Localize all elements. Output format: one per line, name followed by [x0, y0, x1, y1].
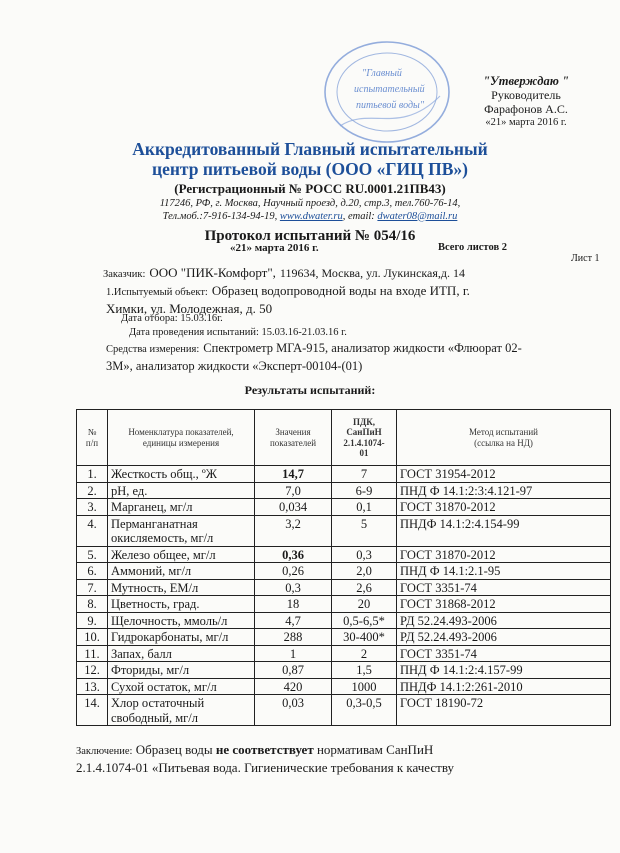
sampling-value: 15.03.16г.: [180, 313, 223, 324]
row-pdk: 30-400*: [332, 629, 397, 646]
row-pdk: 0,5-6,5*: [332, 612, 397, 629]
row-value: 0,034: [255, 499, 332, 516]
approval-name: Фарафонов А.С.: [484, 102, 568, 116]
table-row: [77, 579, 611, 596]
row-indicator-name: Марганец, мг/л: [108, 499, 255, 516]
row-method: ГОСТ 31954-2012: [397, 466, 611, 483]
row-indicator-name: Сухой остаток, мг/л: [108, 678, 255, 695]
stamp-text-mid: испытательный: [354, 84, 425, 95]
row-pdk: 6-9: [332, 482, 397, 499]
instruments-block: [106, 340, 616, 374]
stamp-text-bot: питьевой воды": [356, 100, 425, 111]
row-indicator-name: Аммоний, мг/л: [108, 563, 255, 580]
testing-line: [129, 327, 347, 338]
row-pdk: 1,5: [332, 662, 397, 679]
table-row: [77, 612, 611, 629]
testing-value: 15.03.16-21.03.16 г.: [261, 327, 347, 338]
row-method: РД 52.24.493-2006: [397, 629, 611, 646]
address-line: 117246, РФ, г. Москва, Научный проезд, д.20, стр.3, тел.760-76-14,: [159, 198, 461, 209]
instruments-label: Средства измерения:: [106, 344, 200, 355]
row-value: 3,2: [255, 515, 332, 546]
table-row: [77, 563, 611, 580]
customer-value: ООО "ПИК-Комфорт",: [149, 265, 276, 280]
row-method: ГОСТ 31870-2012: [397, 499, 611, 516]
row-number: 3.: [77, 499, 108, 516]
table-row: [77, 546, 611, 563]
row-indicator-name: pH, ед.: [108, 482, 255, 499]
conclusion-text-1: Образец воды: [135, 742, 213, 757]
row-number: 8.: [77, 596, 108, 613]
row-method: ГОСТ 31870-2012: [397, 546, 611, 563]
row-value: 7,0: [255, 482, 332, 499]
organization-name: [0, 139, 620, 179]
email-link[interactable]: dwater08@mail.ru: [377, 210, 458, 222]
object-block: [106, 283, 616, 317]
table-row: [77, 596, 611, 613]
conclusion-line-2: 2.1.4.1074-01 «Питьевая вода. Гигиенические требования к качеству: [76, 760, 455, 775]
object-value-2: Химки, ул. Молодежная, д. 50: [106, 301, 273, 316]
row-indicator-name: Мутность, ЕМ/л: [108, 579, 255, 596]
customer-address: 119634, Москва, ул. Лукинская,д. 14: [279, 266, 466, 280]
row-indicator-name: Фториды, мг/л: [108, 662, 255, 679]
contacts-line: [0, 211, 620, 224]
sheet-number: Лист 1: [571, 253, 600, 264]
row-method: ГОСТ 3351-74: [397, 579, 611, 596]
conclusion-text-2: нормативам СанПиН: [316, 742, 434, 757]
results-table: [76, 409, 611, 726]
sheets-total: Всего листов 2: [438, 242, 507, 253]
org-line-2: центр питьевой воды (ООО «ГИЦ ПВ»): [151, 159, 469, 179]
table-row: [77, 482, 611, 499]
results-title: Результаты испытаний:: [244, 383, 376, 397]
row-method: РД 52.24.493-2006: [397, 612, 611, 629]
row-method: ГОСТ 31868-2012: [397, 596, 611, 613]
row-value: 420: [255, 678, 332, 695]
email-prefix: , email:: [342, 210, 375, 222]
approval-role: Руководитель: [491, 88, 561, 102]
object-value-1: Образец водопроводной воды на входе ИТП, г.: [211, 283, 470, 298]
sampling-line: [121, 313, 223, 324]
row-value: 0,26: [255, 563, 332, 580]
approval-block: [440, 74, 612, 130]
row-pdk: 2,0: [332, 563, 397, 580]
row-pdk: 20: [332, 596, 397, 613]
row-number: 13.: [77, 678, 108, 695]
row-value: 14,7: [255, 466, 332, 483]
row-method: ПНД Ф 14.1:2.1-95: [397, 563, 611, 580]
row-pdk: 5: [332, 515, 397, 546]
table-row: [77, 466, 611, 483]
row-indicator-name: Щелочность, ммоль/л: [108, 612, 255, 629]
header-method: Метод испытаний (ссылка на НД): [397, 410, 611, 466]
row-indicator-name: Жесткость общ., ºЖ: [108, 466, 255, 483]
row-pdk: 0,3: [332, 546, 397, 563]
row-value: 1: [255, 645, 332, 662]
row-number: 7.: [77, 579, 108, 596]
instruments-value-2: 3М», анализатор жидкости «Эксперт-00104-(01): [106, 359, 363, 373]
header-pdk: ПДК, СанПиН 2.1.4.1074- 01: [332, 410, 397, 466]
approval-title: "Утверждаю ": [483, 74, 569, 88]
table-row: [77, 515, 611, 546]
testing-label: Дата проведения испытаний:: [129, 327, 259, 338]
customer-line: [103, 265, 465, 283]
table-row: [77, 662, 611, 679]
row-value: 18: [255, 596, 332, 613]
row-pdk: 0,3-0,5: [332, 695, 397, 726]
row-pdk: 7: [332, 466, 397, 483]
row-value: 288: [255, 629, 332, 646]
address-block: [0, 198, 620, 223]
table-header-row: [77, 410, 611, 466]
row-number: 14.: [77, 695, 108, 726]
row-number: 2.: [77, 482, 108, 499]
row-number: 5.: [77, 546, 108, 563]
instruments-value-1: Спектрометр МГА-915, анализатор жидкости «Флюорат 02-: [203, 341, 522, 355]
stamp-text-top: "Главный: [362, 68, 402, 79]
row-method: ПНД Ф 14.1:2:3:4.121-97: [397, 482, 611, 499]
row-method: ПНДФ 14.1:2:4.154-99: [397, 515, 611, 546]
table-row: [77, 629, 611, 646]
row-indicator-name: Гидрокарбонаты, мг/л: [108, 629, 255, 646]
row-indicator-name: Хлор остаточный свободный, мг/л: [108, 695, 255, 726]
row-value: 0,87: [255, 662, 332, 679]
row-pdk: 1000: [332, 678, 397, 695]
approval-date: «21» марта 2016 г.: [485, 117, 567, 128]
table-row: [77, 499, 611, 516]
official-stamp: [320, 36, 455, 148]
header-num: № п/п: [77, 410, 108, 466]
row-method: ПНД Ф 14.1:2:4.157-99: [397, 662, 611, 679]
row-pdk: 0,1: [332, 499, 397, 516]
website-link[interactable]: www.dwater.ru: [279, 210, 343, 222]
object-label: 1.Испытуемый объект:: [106, 287, 208, 298]
row-indicator-name: Запах, балл: [108, 645, 255, 662]
table-row: [77, 695, 611, 726]
protocol-title: Протокол испытаний № 054/16: [204, 228, 416, 244]
row-value: 0,03: [255, 695, 332, 726]
protocol-date: «21» марта 2016 г.: [230, 242, 319, 254]
row-method: ГОСТ 3351-74: [397, 645, 611, 662]
customer-label: Заказчик:: [103, 269, 146, 280]
table-row: [77, 645, 611, 662]
conclusion-label: Заключение:: [76, 746, 133, 757]
row-number: 11.: [77, 645, 108, 662]
row-method: ГОСТ 18190-72: [397, 695, 611, 726]
conclusion-emphasis: не соответствует: [215, 742, 314, 757]
header-name: Номенклатура показателей, единицы измерения: [108, 410, 255, 466]
row-value: 0,36: [255, 546, 332, 563]
row-number: 1.: [77, 466, 108, 483]
row-indicator-name: Перманганатная окисляемость, мг/л: [108, 515, 255, 546]
org-line-1: Аккредитованный Главный испытательный: [132, 139, 488, 159]
phone-mobile: Тел.моб.:7-916-134-94-19,: [162, 210, 278, 222]
row-pdk: 2,6: [332, 579, 397, 596]
row-number: 6.: [77, 563, 108, 580]
row-value: 0,3: [255, 579, 332, 596]
row-pdk: 2: [332, 645, 397, 662]
row-indicator-name: Железо общее, мг/л: [108, 546, 255, 563]
registration-number: (Регистрационный № РОСС RU.0001.21ПВ43): [174, 181, 446, 196]
row-number: 12.: [77, 662, 108, 679]
row-number: 4.: [77, 515, 108, 546]
row-value: 4,7: [255, 612, 332, 629]
header-value: Значения показателей: [255, 410, 332, 466]
sampling-label: Дата отбора:: [121, 313, 178, 324]
conclusion-block: [76, 742, 616, 776]
table-row: [77, 678, 611, 695]
row-number: 9.: [77, 612, 108, 629]
row-number: 10.: [77, 629, 108, 646]
row-method: ПНДФ 14.1:2:261-2010: [397, 678, 611, 695]
row-indicator-name: Цветность, град.: [108, 596, 255, 613]
